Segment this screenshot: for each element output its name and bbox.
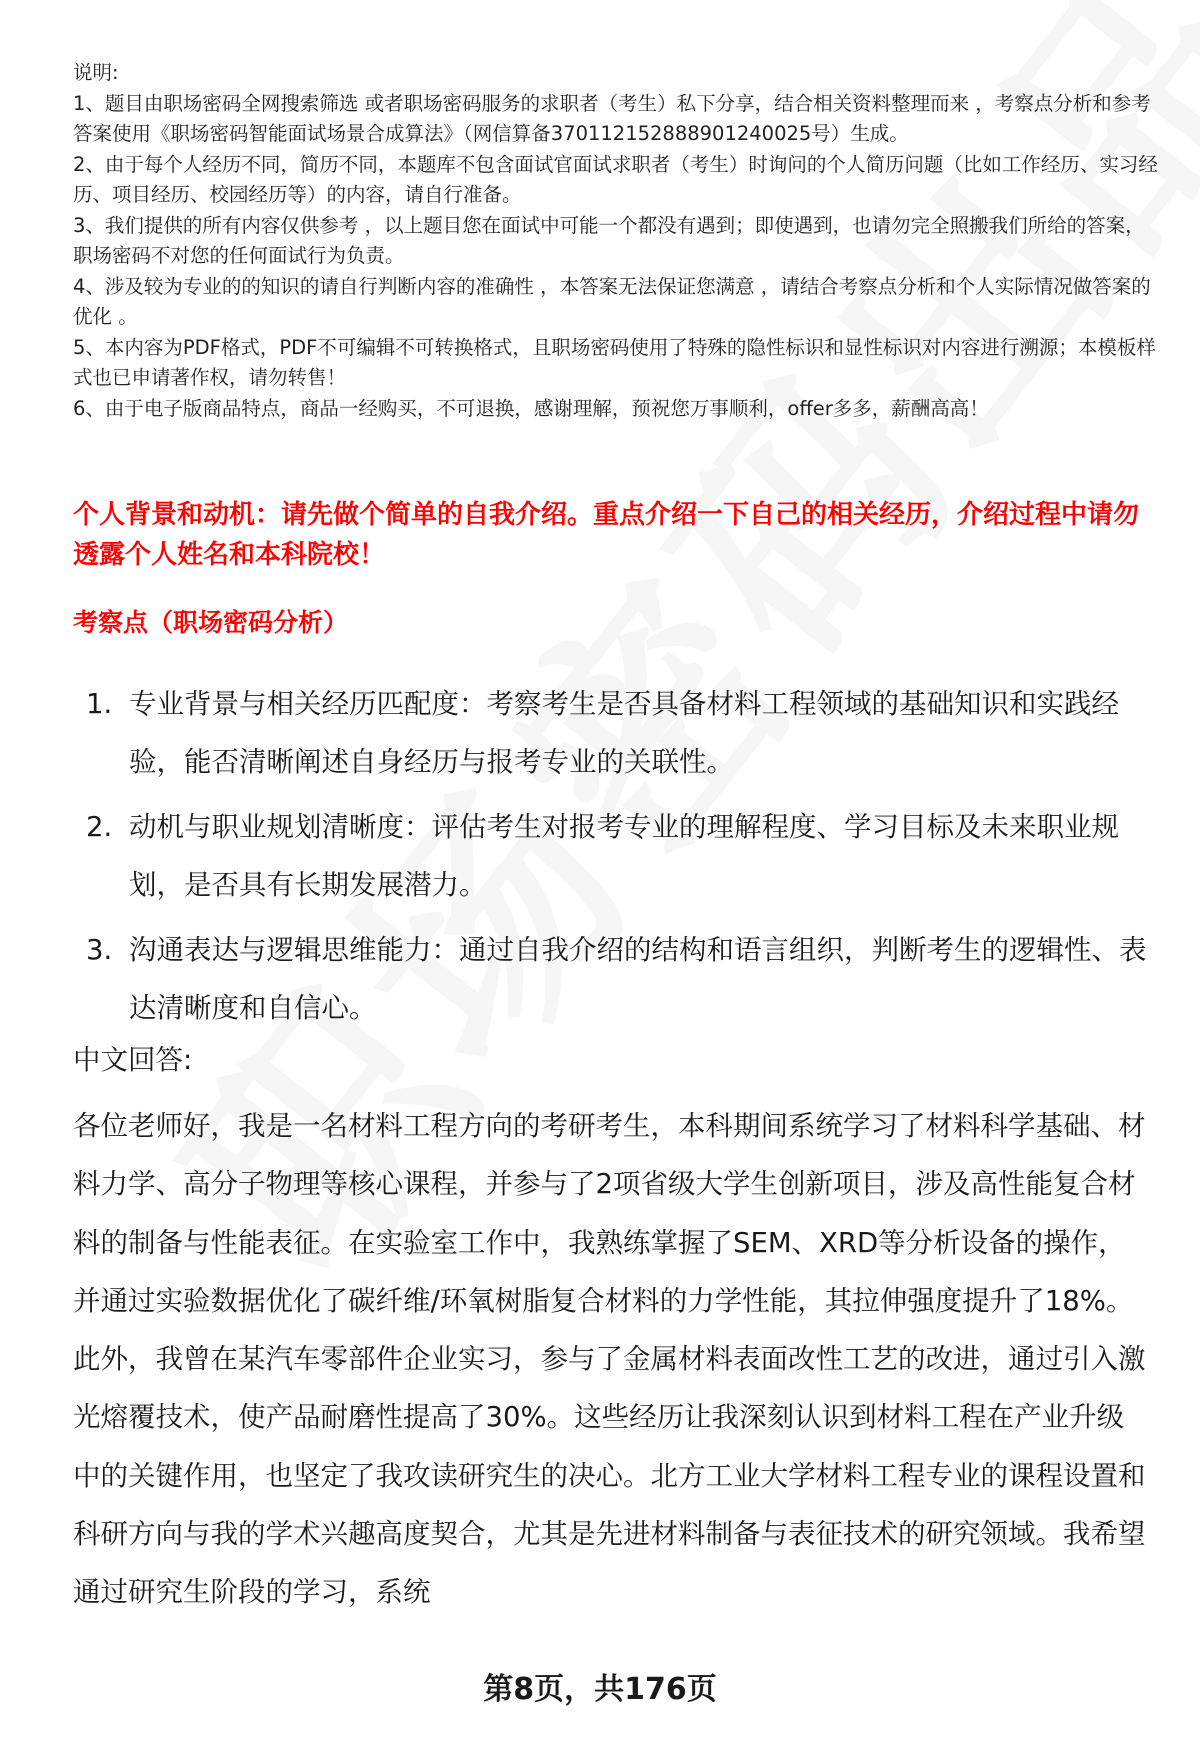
analysis-point — [73, 798, 1153, 914]
point-text: 沟通表达与逻辑思维能力：通过自我介绍的结构和语言组织，判断考生的逻辑性、表达清晰度和自信心。 — [129, 934, 1147, 1024]
analysis-point — [73, 921, 1153, 1037]
point-text: 动机与职业规划清晰度：评估考生对报考专业的理解程度、学习目标及未来职业规划，是否具有长期发展潜力。 — [129, 811, 1119, 901]
note-item: 5、本内容为PDF格式，PDF不可编辑不可转换格式，且职场密码使用了特殊的隐性标识和显性标识对内容进行溯源；本模板样式也已申请著作权，请勿转售！ — [73, 335, 1156, 389]
point-number: 2. — [86, 811, 113, 843]
notes-title: 说明: — [73, 61, 119, 84]
point-number: 1. — [86, 688, 113, 720]
analysis-point — [73, 675, 1153, 791]
disclaimer-notes — [73, 58, 1163, 424]
page-number: 第8页，共176页 — [483, 1672, 717, 1707]
note-item: 4、涉及较为专业的的知识的请自行判断内容的准确性 ，本答案无法保证您满意 ，请结合考察点分析和个人实际情况做答案的优化 。 — [73, 274, 1151, 328]
point-number: 3. — [86, 934, 113, 966]
note-item: 3、我们提供的所有内容仅供参考 ，以上题目您在面试中可能一个都没有遇到；即使遇到，也请勿完全照搬我们所给的答案，职场密码不对您的任何面试行为负责。 — [73, 213, 1145, 267]
point-text: 专业背景与相关经历匹配度：考察考生是否具备材料工程领域的基础知识和实践经验，能否清晰阐述自身经历与报考专业的关联性。 — [129, 688, 1119, 778]
interview-question: 个人背景和动机：请先做个简单的自我介绍。重点介绍一下自己的相关经历，介绍过程中请勿透露个人姓名和本科院校！ — [73, 500, 1140, 570]
answer-label: 中文回答: — [73, 1044, 193, 1076]
note-item: 1、题目由职场密码全网搜索筛选 或者职场密码服务的求职者（考生）私下分享，结合相关资料整理而来 ，考察点分析和参考答案使用《职场密码智能面试场景合成算法》（网信算备370112152888901240025号）生成。 — [73, 91, 1151, 145]
note-item: 6、由于电子版商品特点，商品一经购买，不可退换，感谢理解，预祝您万事顺利，offer多多，薪酬高高！ — [73, 396, 989, 420]
analysis-points — [73, 675, 1153, 1044]
answer-body: 各位老师好，我是一名材料工程方向的考研考生，本科期间系统学习了材料科学基础、材料力学、高分子物理等核心课程，并参与了2项省级大学生创新项目，涉及高性能复合材料的制备与性能表征。在实验室工作中，我熟练掌握了SEM、XRD等分析设备的操作，并通过实验数据优化了碳纤维/环氧树脂复合材料的力学性能，其拉伸强度提升了18%。此外，我曾在某汽车零部件企业实习，参与了金属材料表面改性工艺的改进，通过引入激光熔覆技术，使产品耐磨性提高了30%。这些经历让我深刻认识到材料工程在产业升级中的关键作用，也坚定了我攻读研究生的决心。北方工业大学材料工程专业的课程设置和科研方向与我的学术兴趣高度契合，尤其是先进材料制备与表征技术的研究领域。我希望通过研究生阶段的学习，系统 — [73, 1110, 1146, 1609]
analysis-title: 考察点（职场密码分析） — [73, 608, 349, 637]
note-item: 2、由于每个人经历不同，简历不同，本题库不包含面试官面试求职者（考生）时询问的个人简历问题（比如工作经历、实习经历、项目经历、校园经历等）的内容，请自行准备。 — [73, 152, 1158, 206]
